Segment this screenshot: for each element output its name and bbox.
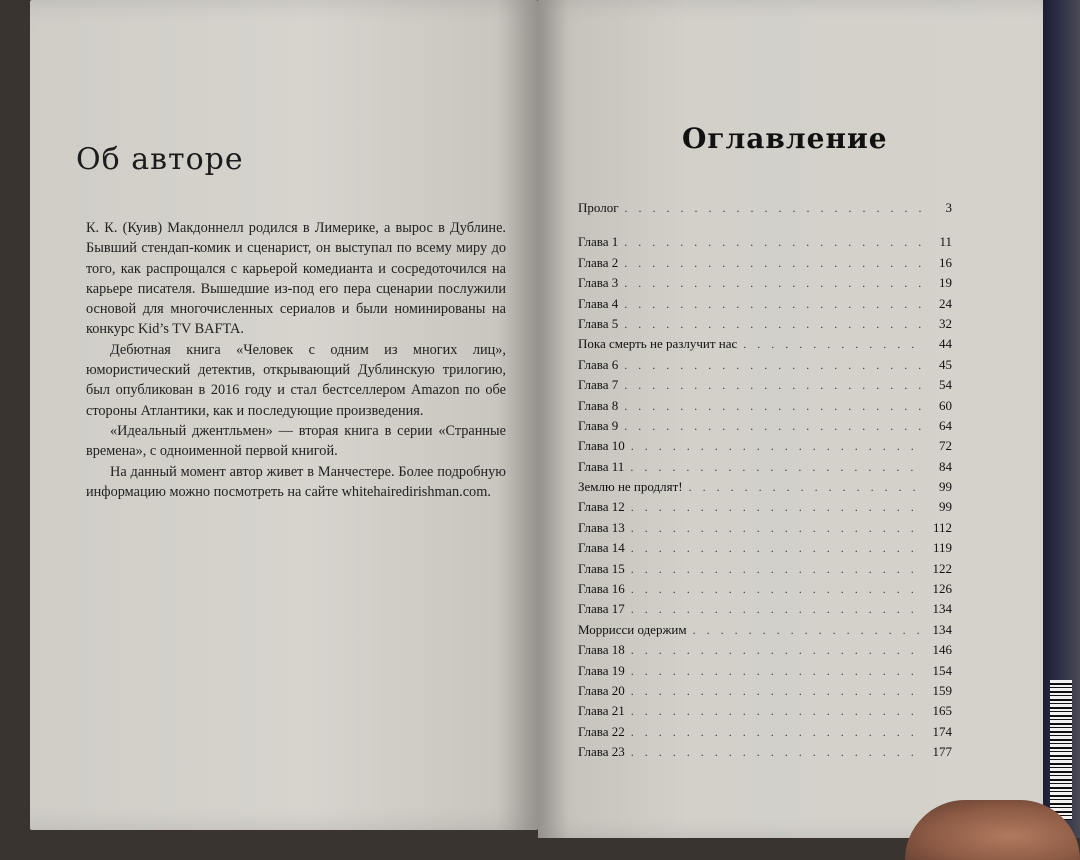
toc-leader-dots <box>625 201 924 216</box>
toc-entry <box>578 275 952 295</box>
toc-entry-label: Глава 3 <box>578 275 619 291</box>
toc-entry-page: 32 <box>939 315 952 331</box>
toc-entry <box>578 683 952 703</box>
toc-entry-page: 99 <box>939 479 952 495</box>
toc-leader-dots <box>631 704 924 719</box>
toc-entry-label: Глава 13 <box>578 519 625 535</box>
toc-entry <box>578 499 952 519</box>
toc-leader-dots <box>624 419 924 434</box>
toc-entry-page: 112 <box>932 519 952 535</box>
toc-entry-label: Пока смерть не разлучит нас <box>578 336 738 352</box>
toc-leader-dots <box>630 460 924 475</box>
toc-leader-dots <box>624 358 924 373</box>
toc-entry-label: Глава 14 <box>578 540 625 556</box>
toc-entry-label: Глава 17 <box>578 601 625 617</box>
toc-entry-label: Глава 6 <box>578 356 619 372</box>
toc-entry-page: 64 <box>939 417 952 433</box>
toc-entry-label: Моррисси одержим <box>578 621 687 637</box>
toc-entry <box>578 377 952 397</box>
toc-entry-label: Глава 5 <box>578 315 619 331</box>
toc-entry-page: 44 <box>939 336 952 352</box>
toc-entry-label: Глава 23 <box>578 744 625 760</box>
about-author-heading: Об авторе <box>76 142 244 177</box>
toc-leader-dots <box>631 521 924 536</box>
toc-entry <box>578 581 952 601</box>
toc-leader-dots <box>631 664 924 679</box>
toc-entry-page: 119 <box>932 540 952 556</box>
toc-entry <box>578 663 952 683</box>
toc-entry-label: Глава 18 <box>578 642 625 658</box>
toc-entry-label: Глава 22 <box>578 723 625 739</box>
toc-entry-page: 134 <box>932 621 952 637</box>
bio-paragraph: На данный момент автор живет в Манчестере. Более подробную информацию можно посмотреть на сайте whitehairedirishman.com. <box>86 463 506 500</box>
toc-entry-label: Глава 2 <box>578 254 619 270</box>
toc-entry <box>578 459 952 479</box>
toc-entry-label: Глава 1 <box>578 234 619 250</box>
toc-entry-page: 45 <box>939 356 952 372</box>
toc-entry <box>578 438 952 458</box>
left-page <box>30 0 538 830</box>
table-of-contents <box>578 200 952 765</box>
toc-entry <box>578 357 952 377</box>
toc-entry <box>578 418 952 438</box>
toc-leader-dots <box>689 480 924 495</box>
toc-entry-page: 84 <box>939 458 952 474</box>
toc-leader-dots <box>631 500 924 515</box>
toc-entry-label: Глава 8 <box>578 397 619 413</box>
toc-leader-dots <box>624 399 924 414</box>
toc-leader-dots <box>624 378 924 393</box>
toc-leader-dots <box>631 725 924 740</box>
toc-entry-page: 126 <box>932 581 952 597</box>
toc-leader-dots <box>631 684 924 699</box>
toc-entry-page: 60 <box>939 397 952 413</box>
toc-leader-dots <box>624 297 924 312</box>
toc-entry <box>578 561 952 581</box>
toc-entry <box>578 744 952 764</box>
toc-entry-label: Глава 16 <box>578 581 625 597</box>
toc-entry-page: 165 <box>932 703 952 719</box>
toc-leader-dots <box>624 235 924 250</box>
toc-entry-page: 134 <box>932 601 952 617</box>
toc-entry-page: 72 <box>939 438 952 454</box>
toc-entry <box>578 520 952 540</box>
toc-leader-dots <box>631 602 924 617</box>
toc-entry <box>578 398 952 418</box>
toc-entry <box>578 336 952 356</box>
toc-entry-label: Глава 20 <box>578 682 625 698</box>
toc-entry-label: Пролог <box>578 200 619 215</box>
toc-entry-page: 3 <box>945 200 952 215</box>
toc-entry <box>578 703 952 723</box>
toc-entry <box>578 642 952 662</box>
toc-entry-label: Глава 7 <box>578 377 619 393</box>
toc-entry-page: 99 <box>939 499 952 515</box>
toc-entry <box>578 316 952 336</box>
toc-leader-dots <box>624 276 924 291</box>
toc-leader-dots <box>631 439 924 454</box>
toc-leader-dots <box>631 582 924 597</box>
toc-heading: Оглавление <box>682 122 888 155</box>
toc-leader-dots <box>624 317 924 332</box>
toc-entry-label: Глава 12 <box>578 499 625 515</box>
toc-entry-page: 154 <box>932 662 952 678</box>
toc-entry-page: 11 <box>939 234 952 250</box>
toc-entry-page: 54 <box>939 377 952 393</box>
bio-paragraph: Дебютная книга «Человек с одним из многих лиц», юмористический детектив, открывающий Дублинскую трилогию, был опубликован в 2016 году и стал бестселлером Amazon по обе стороны Атлантики, как и последующие произведения. <box>86 341 506 419</box>
barcode-strip <box>1050 680 1072 820</box>
toc-entry <box>578 601 952 621</box>
toc-entry <box>578 234 952 254</box>
toc-entry <box>578 724 952 744</box>
toc-entry-page: 177 <box>932 744 952 760</box>
toc-entry-page: 174 <box>932 723 952 739</box>
toc-entry-label: Глава 19 <box>578 662 625 678</box>
toc-entry-label: Глава 15 <box>578 560 625 576</box>
toc-leader-dots <box>631 745 924 760</box>
toc-leader-dots <box>624 256 924 271</box>
toc-leader-dots <box>743 337 924 352</box>
toc-entry-label: Глава 10 <box>578 438 625 454</box>
toc-entry-page: 24 <box>939 295 952 311</box>
author-bio <box>86 218 506 502</box>
toc-entry <box>578 200 952 220</box>
toc-entry-page: 146 <box>932 642 952 658</box>
toc-entry <box>578 296 952 316</box>
toc-leader-dots <box>631 643 924 658</box>
toc-entry-label: Землю не продлят! <box>578 479 683 495</box>
toc-entry <box>578 540 952 560</box>
toc-entry-label: Глава 21 <box>578 703 625 719</box>
toc-leader-dots <box>631 562 924 577</box>
bio-paragraph: «Идеальный джентльмен» — вторая книга в серии «Странные времена», с одноименной первой книгой. <box>86 422 506 460</box>
toc-entry-label: Глава 11 <box>578 458 625 474</box>
toc-entry-label: Глава 4 <box>578 295 619 311</box>
toc-entry-label: Глава 9 <box>578 417 619 433</box>
bio-paragraph: К. К. (Куив) Макдоннелл родился в Лимерике, а вырос в Дублине. Бывший стендап-комик и сценарист, он выступал по всему миру до того, как распрощался с карьерой комедианта и сосредоточился на карьере писателя. Вышедшие из-под его пера сценарии послужили основой для многочисленных сериалов и были номинированы на конкурс Kid’s TV BAFTA. <box>86 220 506 338</box>
toc-entry-page: 19 <box>939 275 952 291</box>
toc-entry <box>578 479 952 499</box>
toc-leader-dots <box>631 541 924 556</box>
toc-entry-page: 122 <box>932 560 952 576</box>
toc-entry-page: 16 <box>939 254 952 270</box>
toc-entry <box>578 622 952 642</box>
toc-entry-page: 159 <box>932 682 952 698</box>
toc-leader-dots <box>693 623 924 638</box>
toc-entry <box>578 255 952 275</box>
right-page <box>538 0 1043 838</box>
